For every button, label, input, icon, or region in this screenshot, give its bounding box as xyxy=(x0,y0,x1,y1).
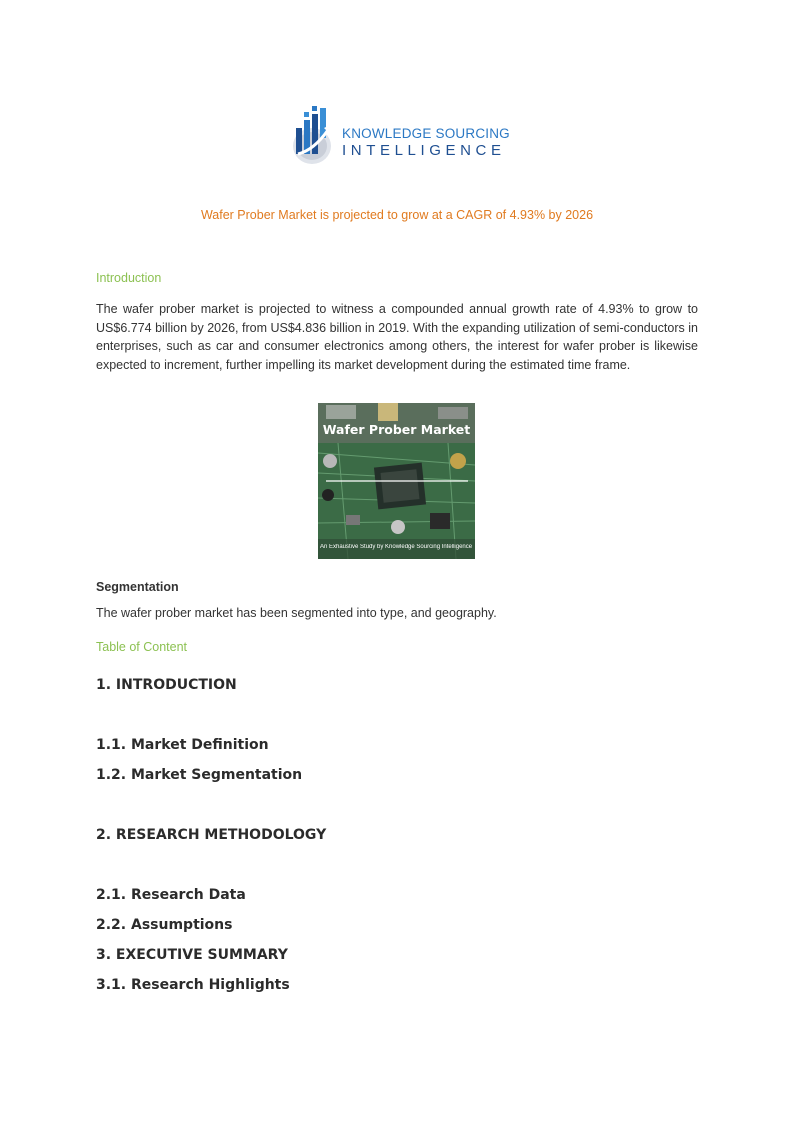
market-cover-image xyxy=(318,403,475,559)
toc-item: 2. RESEARCH METHODOLOGY xyxy=(96,827,327,843)
logo-text-line2: INTELLIGENCE xyxy=(342,142,506,159)
toc-item: 1. INTRODUCTION xyxy=(96,677,237,693)
bar-globe-arrow-icon xyxy=(290,104,340,166)
toc-item: 3. EXECUTIVE SUMMARY xyxy=(96,947,288,963)
toc-item: 1.1. Market Definition xyxy=(96,737,269,753)
toc-heading: Table of Content xyxy=(96,640,188,654)
image-title: Wafer Prober Market xyxy=(322,422,471,437)
toc-item: 2.2. Assumptions xyxy=(96,917,233,933)
logo-text-line1: KNOWLEDGE SOURCING xyxy=(342,126,510,141)
segmentation-heading: Segmentation xyxy=(96,580,179,594)
introduction-paragraph: The wafer prober market is projected to witness a compounded annual growth rate of 4.93% to grow to US$6.774 billion by 2026, from US$4.836 billion in 2019. With the expanding utilization of semi-conductors in enterprises, such as car and consumer electronics among others, the interest for wafer prober is likewise expected to increment, further impelling its market development during the estimated time frame. xyxy=(96,302,698,372)
company-logo xyxy=(290,104,510,166)
toc-item: 2.1. Research Data xyxy=(96,887,246,903)
toc-item: 3.1. Research Highlights xyxy=(96,977,290,993)
introduction-heading: Introduction xyxy=(96,271,162,285)
document-title: Wafer Prober Market is projected to grow at a CAGR of 4.93% by 2026 xyxy=(200,208,594,222)
segmentation-paragraph: The wafer prober market has been segmented into type, and geography. xyxy=(96,606,497,620)
image-caption: An Exhaustive Study by Knowledge Sourcing Intelligence xyxy=(320,544,473,550)
toc-item: 1.2. Market Segmentation xyxy=(96,767,303,783)
